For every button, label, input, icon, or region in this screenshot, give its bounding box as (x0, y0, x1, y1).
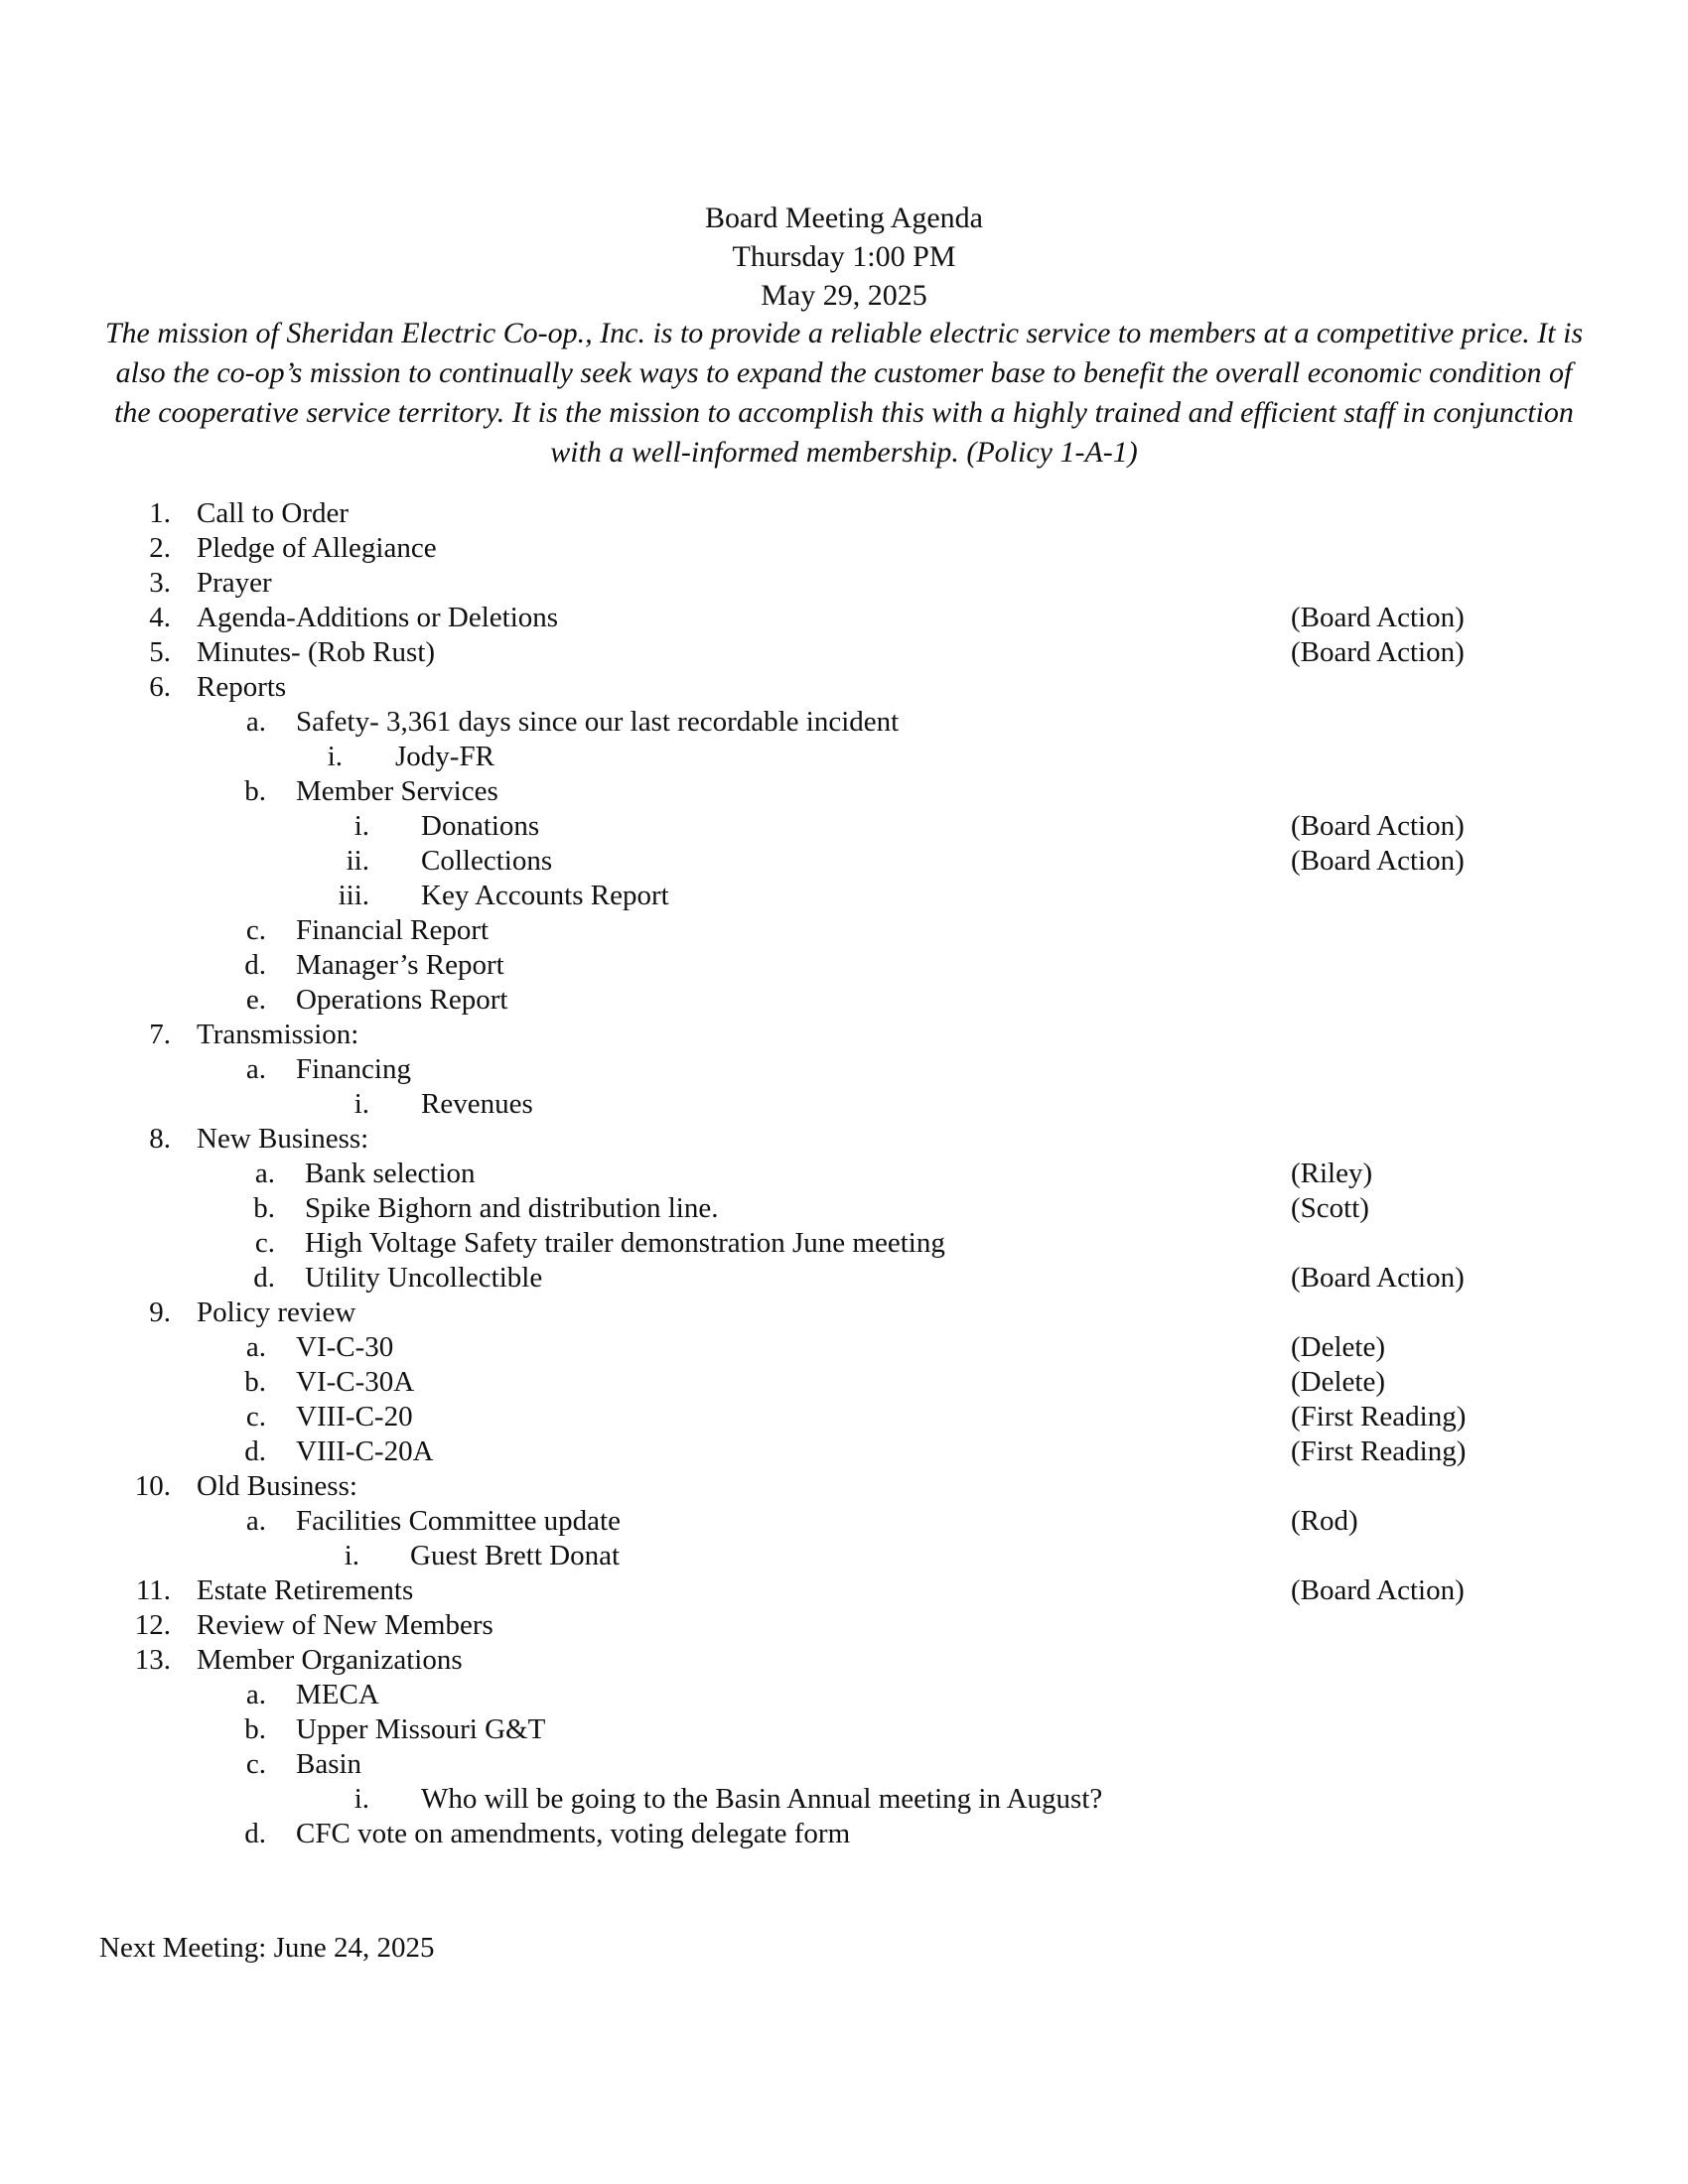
mission-statement: The mission of Sheridan Electric Co-op., Inc. is to provide a reliable electric service to members at a competitive price. It is also the co-op’s mission to continually seek ways to expand the customer base to benefit the overall economic condition of the cooperative service territory. It is the mission to accomplish this with a highly trained and efficient staff in conjunction with a well-informed membership. (Policy 1-A-1) (104, 317, 1584, 469)
agenda-item (0, 948, 1688, 983)
agenda-item-text: Old Business: (197, 1470, 357, 1502)
agenda-item-action: (Rod) (1291, 1505, 1358, 1537)
agenda-item-text: New Business: (197, 1123, 369, 1155)
agenda-item-number: 8. (149, 1123, 171, 1155)
agenda-item-action: (First Reading) (1291, 1401, 1467, 1433)
agenda-item (0, 1747, 1688, 1782)
agenda-item-number: i. (344, 1540, 359, 1571)
agenda-item (0, 844, 1688, 879)
agenda-item-action: (Delete) (1291, 1366, 1385, 1398)
agenda-item-number: a. (245, 706, 266, 738)
agenda-item-number: 6. (149, 671, 171, 703)
agenda-item (0, 983, 1688, 1018)
agenda-item-number: 1. (149, 497, 171, 529)
agenda-item-action: (Riley) (1291, 1158, 1373, 1189)
agenda-item-number: i. (353, 810, 369, 842)
agenda-item-number: c. (245, 1401, 266, 1433)
agenda-item (0, 1678, 1688, 1712)
agenda-item (0, 913, 1688, 948)
agenda-item (0, 879, 1688, 913)
agenda-item-number: d. (253, 1262, 275, 1294)
agenda-item-number: i. (353, 1783, 369, 1815)
agenda-item-text: CFC vote on amendments, voting delegate form (296, 1818, 851, 1849)
agenda-item-number: 12. (134, 1609, 171, 1641)
agenda-header (0, 199, 1688, 315)
agenda-item-text: Review of New Members (197, 1609, 493, 1641)
agenda-item-text: High Voltage Safety trailer demonstration June meeting (305, 1227, 945, 1259)
agenda-item (0, 635, 1688, 670)
page-title: Board Meeting Agenda (705, 202, 983, 234)
agenda-item-text: Utility Uncollectible (305, 1262, 543, 1294)
agenda-item (0, 496, 1688, 531)
agenda-item (0, 670, 1688, 705)
agenda-item-number: a. (245, 1053, 266, 1085)
agenda-item (0, 1018, 1688, 1052)
agenda-item-text: Minutes- (Rob Rust) (197, 636, 436, 668)
agenda-item (0, 1122, 1688, 1157)
agenda-item-number: 11. (135, 1574, 171, 1606)
agenda-item-number: d. (244, 1818, 266, 1849)
agenda-item-text: Pledge of Allegiance (197, 532, 437, 564)
agenda-item-text: Basin (296, 1748, 362, 1780)
agenda-item (0, 1573, 1688, 1608)
agenda-item-number: iii. (338, 880, 369, 911)
agenda-item-text: Key Accounts Report (421, 880, 669, 911)
agenda-item-number: 7. (149, 1019, 171, 1050)
agenda-item-action: (Scott) (1291, 1192, 1369, 1224)
agenda-item-number: a. (245, 1679, 266, 1710)
agenda-item-number: i. (327, 741, 343, 772)
agenda-item (0, 1226, 1688, 1261)
agenda-item-action: (Board Action) (1291, 602, 1465, 633)
agenda-item-text: Bank selection (305, 1158, 476, 1189)
agenda-item-text: Member Organizations (197, 1644, 463, 1676)
agenda-item (0, 1504, 1688, 1539)
agenda-item-number: 5. (149, 636, 171, 668)
agenda-item-action: (Board Action) (1291, 1574, 1465, 1606)
agenda-item-text: Policy review (197, 1297, 356, 1328)
agenda-item-number: d. (244, 949, 266, 981)
agenda-item-number: i. (353, 1088, 369, 1120)
agenda-item-number: c. (254, 1227, 275, 1259)
agenda-item-number: 13. (134, 1644, 171, 1676)
agenda-item (0, 1191, 1688, 1226)
agenda-item-text: Agenda-Additions or Deletions (197, 602, 559, 633)
agenda-item-number: a. (245, 1505, 266, 1537)
agenda-item-text: Estate Retirements (197, 1574, 414, 1606)
agenda-item (0, 774, 1688, 809)
agenda-item-number: 4. (149, 602, 171, 633)
agenda-item-text: Spike Bighorn and distribution line. (305, 1192, 719, 1224)
agenda-item-number: 2. (149, 532, 171, 564)
agenda-item-text: Transmission: (197, 1019, 359, 1050)
agenda-item (0, 1296, 1688, 1330)
agenda-item-number: a. (245, 1331, 266, 1363)
agenda-item-action: (Board Action) (1291, 1262, 1465, 1294)
agenda-item (0, 601, 1688, 635)
agenda-item-number: d. (244, 1435, 266, 1467)
agenda-item-action: (Board Action) (1291, 636, 1465, 668)
agenda-item-text: VIII-C-20 (296, 1401, 413, 1433)
agenda-item-number: ii. (346, 845, 369, 877)
agenda-item-text: Donations (421, 810, 540, 842)
agenda-item-number: c. (245, 1748, 266, 1780)
agenda-item (0, 809, 1688, 844)
agenda-item-number: 9. (149, 1297, 171, 1328)
agenda-item (0, 1608, 1688, 1643)
agenda-item-number: c. (245, 914, 266, 946)
meeting-date: May 29, 2025 (761, 279, 927, 312)
agenda-item-text: Revenues (421, 1088, 533, 1120)
agenda-item-action: (Delete) (1291, 1331, 1385, 1363)
agenda-item (0, 1539, 1688, 1573)
agenda-item (0, 1261, 1688, 1296)
agenda-item-text: Member Services (296, 775, 498, 807)
agenda-item (0, 566, 1688, 601)
agenda-item (0, 1052, 1688, 1087)
agenda-item-text: Manager’s Report (296, 949, 504, 981)
agenda-item (0, 705, 1688, 740)
next-meeting: Next Meeting: June 24, 2025 (99, 1932, 435, 1964)
agenda-item (0, 531, 1688, 566)
agenda-item (0, 1087, 1688, 1122)
agenda-item (0, 1330, 1688, 1365)
agenda-item-text: Prayer (197, 567, 272, 599)
agenda-item-text: Guest Brett Donat (410, 1540, 621, 1571)
agenda-item-number: b. (253, 1192, 275, 1224)
agenda-item-text: Upper Missouri G&T (296, 1713, 546, 1745)
agenda-item-text: Financing (296, 1053, 411, 1085)
agenda-item (0, 1817, 1688, 1851)
agenda-item-text: VI-C-30A (296, 1366, 415, 1398)
agenda-item (0, 1712, 1688, 1747)
agenda-item-number: 3. (149, 567, 171, 599)
agenda-item-text: Who will be going to the Basin Annual meeting in August? (421, 1783, 1103, 1815)
agenda-item-text: Financial Report (296, 914, 490, 946)
agenda-list (0, 496, 1688, 1851)
agenda-item-number: 10. (134, 1470, 171, 1502)
agenda-item-number: b. (244, 1366, 266, 1398)
agenda-item-number: b. (244, 1713, 266, 1745)
agenda-item-text: Operations Report (296, 984, 508, 1016)
agenda-item-text: VI-C-30 (296, 1331, 394, 1363)
agenda-item-number: e. (245, 984, 266, 1016)
agenda-item-text: Collections (421, 845, 553, 877)
agenda-item (0, 1434, 1688, 1469)
agenda-item-text: VIII-C-20A (296, 1435, 434, 1467)
agenda-item-text: MECA (296, 1679, 379, 1710)
agenda-item-text: Safety- 3,361 days since our last recordable incident (296, 706, 900, 738)
agenda-item (0, 1782, 1688, 1817)
agenda-item-action: (Board Action) (1291, 845, 1465, 877)
agenda-item-text: Reports (197, 671, 287, 703)
agenda-item (0, 740, 1688, 774)
agenda-item-number: a. (254, 1158, 275, 1189)
agenda-item-number: b. (244, 775, 266, 807)
agenda-item-text: Facilities Committee update (296, 1505, 621, 1537)
agenda-item (0, 1365, 1688, 1400)
agenda-item-action: (First Reading) (1291, 1435, 1467, 1467)
agenda-item (0, 1469, 1688, 1504)
agenda-item-action: (Board Action) (1291, 810, 1465, 842)
agenda-item-text: Call to Order (197, 497, 350, 529)
agenda-item-text: Jody-FR (395, 741, 494, 772)
agenda-item (0, 1157, 1688, 1191)
agenda-item (0, 1400, 1688, 1434)
agenda-item (0, 1643, 1688, 1678)
meeting-time: Thursday 1:00 PM (732, 240, 956, 273)
